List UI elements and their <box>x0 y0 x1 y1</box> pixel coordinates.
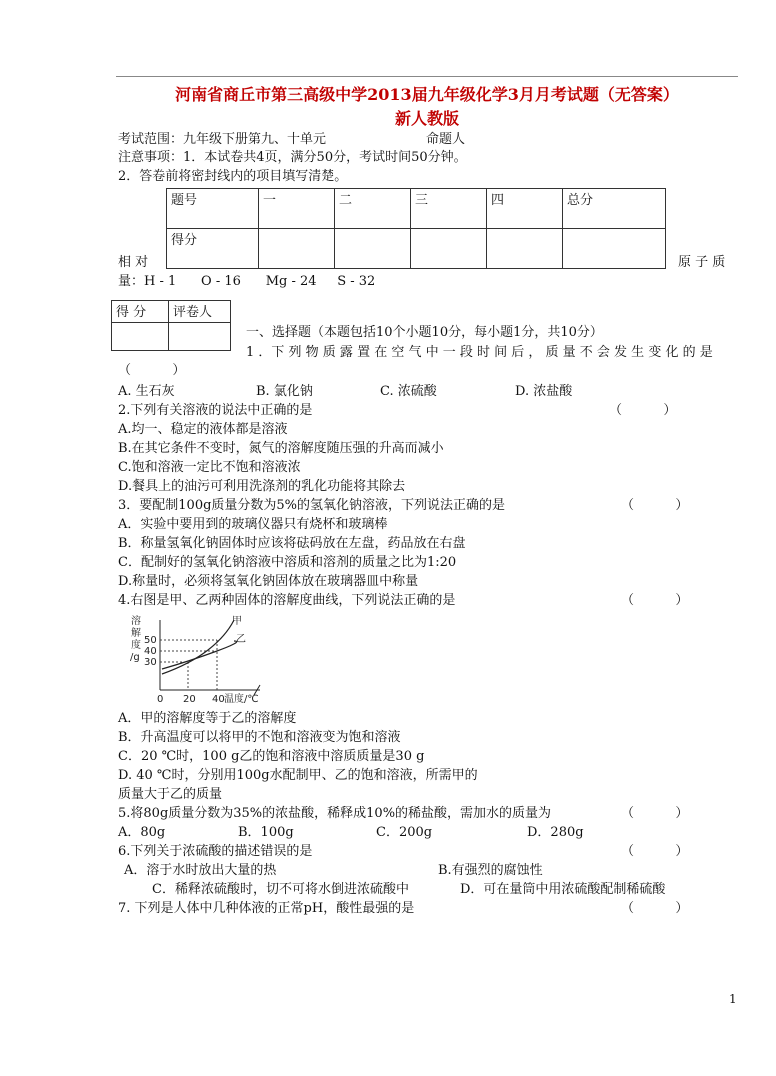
graph-ylabel: /g <box>130 652 140 663</box>
graph-xtick: 40 <box>212 694 225 705</box>
option-d: D. 40 ℃时，分别用100g水配制甲、乙的饱和溶液，所需甲的 <box>118 768 478 783</box>
question-4: 4.右图是甲、乙两种固体的溶解度曲线，下列说法正确的是 <box>118 593 456 608</box>
option-c: C．200g <box>376 825 433 840</box>
option-d-continued: 质量大于乙的质量 <box>118 787 223 802</box>
solubility-graph <box>128 612 276 708</box>
answer-paren: （ ） <box>609 403 677 418</box>
answer-paren: （ ） <box>621 806 689 821</box>
answer-paren: （ ） <box>118 363 186 378</box>
author-label: 命题人 <box>426 132 466 147</box>
option-c: C．配制好的氢氧化钠溶液中溶质和溶剂的质量之比为1:20 <box>118 555 457 570</box>
curve-yi <box>162 641 237 669</box>
option-a: A.均一、稳定的液体都是溶液 <box>118 422 288 437</box>
atomic-mass-left: 相 对 <box>118 255 149 270</box>
option-d: D.餐具上的油污可利用洗涤剂的乳化功能将其除去 <box>118 479 406 494</box>
option-c: C.饱和溶液一定比不饱和溶液浓 <box>118 460 301 475</box>
option-a: A．实验中要用到的玻璃仪器只有烧杯和玻璃棒 <box>118 517 388 532</box>
option-b: B．升高温度可以将甲的不饱和溶液变为饱和溶液 <box>118 730 401 745</box>
notice-1: 注意事项：1．本试卷共4页，满分50分，考试时间50分钟。 <box>118 150 467 165</box>
option-b: B. 氯化钠 <box>256 384 313 399</box>
section-heading: 一、选择题（本题包括10个小题10分，每小题1分，共10分） <box>246 325 603 340</box>
graph-ytick: 40 <box>144 646 157 657</box>
option-b: B．称量氢氧化钠固体时应该将砝码放在左盘，药品放在右盘 <box>118 536 466 551</box>
score-row-label: 得分 <box>167 229 259 269</box>
score-header: 三 <box>411 189 487 229</box>
grader-name-label: 评卷人 <box>169 301 231 323</box>
graph-xtick: 20 <box>183 694 196 705</box>
score-cell[interactable] <box>563 229 666 269</box>
option-a: A. 生石灰 <box>118 384 175 399</box>
grader-score-cell[interactable] <box>112 323 169 351</box>
score-table <box>166 188 666 269</box>
atomic-mass-right: 原 子 质 <box>678 255 726 270</box>
option-a: A．甲的溶解度等于乙的溶解度 <box>118 711 297 726</box>
grader-score-label: 得 分 <box>112 301 169 323</box>
question-2: 2.下列有关溶液的说法中正确的是 <box>118 403 313 418</box>
graph-ytick: 30 <box>144 657 157 668</box>
answer-paren: （ ） <box>621 593 689 608</box>
option-c: C．稀释浓硫酸时，切不可将水倒进浓硫酸中 <box>152 882 409 897</box>
graph-ylabel: 解 <box>131 628 141 639</box>
question-1: 1 ．下 列 物 质 露 置 在 空 气 中 一 段 时 间 后 ， 质 量 不 会 发 生 变 化 的 是 <box>246 345 713 360</box>
doc-subtitle: 新人教版 <box>394 109 459 128</box>
grader-table <box>111 300 231 351</box>
score-header: 四 <box>487 189 563 229</box>
option-c: C. 浓硫酸 <box>380 384 437 399</box>
question-3: 3．要配制100g质量分数为5%的氢氧化钠溶液，下列说法正确的是 <box>118 498 506 513</box>
score-cell[interactable] <box>487 229 563 269</box>
score-header: 题号 <box>167 189 259 229</box>
option-d: D.称量时，必须将氢氧化钠固体放在玻璃器皿中称量 <box>118 574 419 589</box>
question-5: 5.将80g质量分数为35%的浓盐酸，稀释成10%的稀盐酸，需加水的质量为 <box>118 806 552 821</box>
score-header: 总分 <box>563 189 666 229</box>
score-cell[interactable] <box>411 229 487 269</box>
option-c: C．20 ℃时，100 g乙的饱和溶液中溶质质量是30 g <box>118 749 425 764</box>
curve-yi-label: 乙 <box>236 634 246 645</box>
option-a: A．80g <box>118 825 166 840</box>
graph-xlabel: 温度/℃ <box>224 694 259 705</box>
question-7: 7. 下列是人体中几种体液的正常pH，酸性最强的是 <box>118 901 415 916</box>
notice-2: 2．答卷前将密封线内的项目填写清楚。 <box>118 169 348 184</box>
option-d: D．可在量筒中用浓硫酸配制稀硫酸 <box>460 882 666 897</box>
curve-jia-label: 甲 <box>232 616 242 627</box>
score-header: 二 <box>335 189 411 229</box>
option-a: A．溶于水时放出大量的热 <box>124 863 277 878</box>
option-d: D．280g <box>527 825 584 840</box>
option-d: D. 浓盐酸 <box>515 384 573 399</box>
question-6: 6.下列关于浓硫酸的描述错误的是 <box>118 844 313 859</box>
page-number: 1 <box>729 992 737 1006</box>
answer-paren: （ ） <box>621 901 689 916</box>
graph-ylabel: 度 <box>131 640 141 651</box>
header-rule <box>116 76 738 77</box>
answer-paren: （ ） <box>621 498 689 513</box>
exam-scope: 考试范围：九年级下册第九、十单元 <box>118 132 327 147</box>
option-b: B．100g <box>238 825 294 840</box>
graph-xtick: 0 <box>157 694 164 705</box>
doc-title: 河南省商丘市第三高级中学2013届九年级化学3月月考试题（无答案） <box>175 85 679 104</box>
grader-name-cell[interactable] <box>169 323 231 351</box>
graph-ytick: 50 <box>144 635 157 646</box>
score-cell[interactable] <box>259 229 335 269</box>
answer-paren: （ ） <box>621 844 689 859</box>
score-cell[interactable] <box>335 229 411 269</box>
atomic-mass-values: 量：H - 1 O - 16 Mg - 24 S - 32 <box>118 274 376 289</box>
score-header: 一 <box>259 189 335 229</box>
graph-ylabel: 溶 <box>131 616 141 627</box>
option-b: B.有强烈的腐蚀性 <box>438 863 543 878</box>
option-b: B.在其它条件不变时，氮气的溶解度随压强的升高而减小 <box>118 441 444 456</box>
